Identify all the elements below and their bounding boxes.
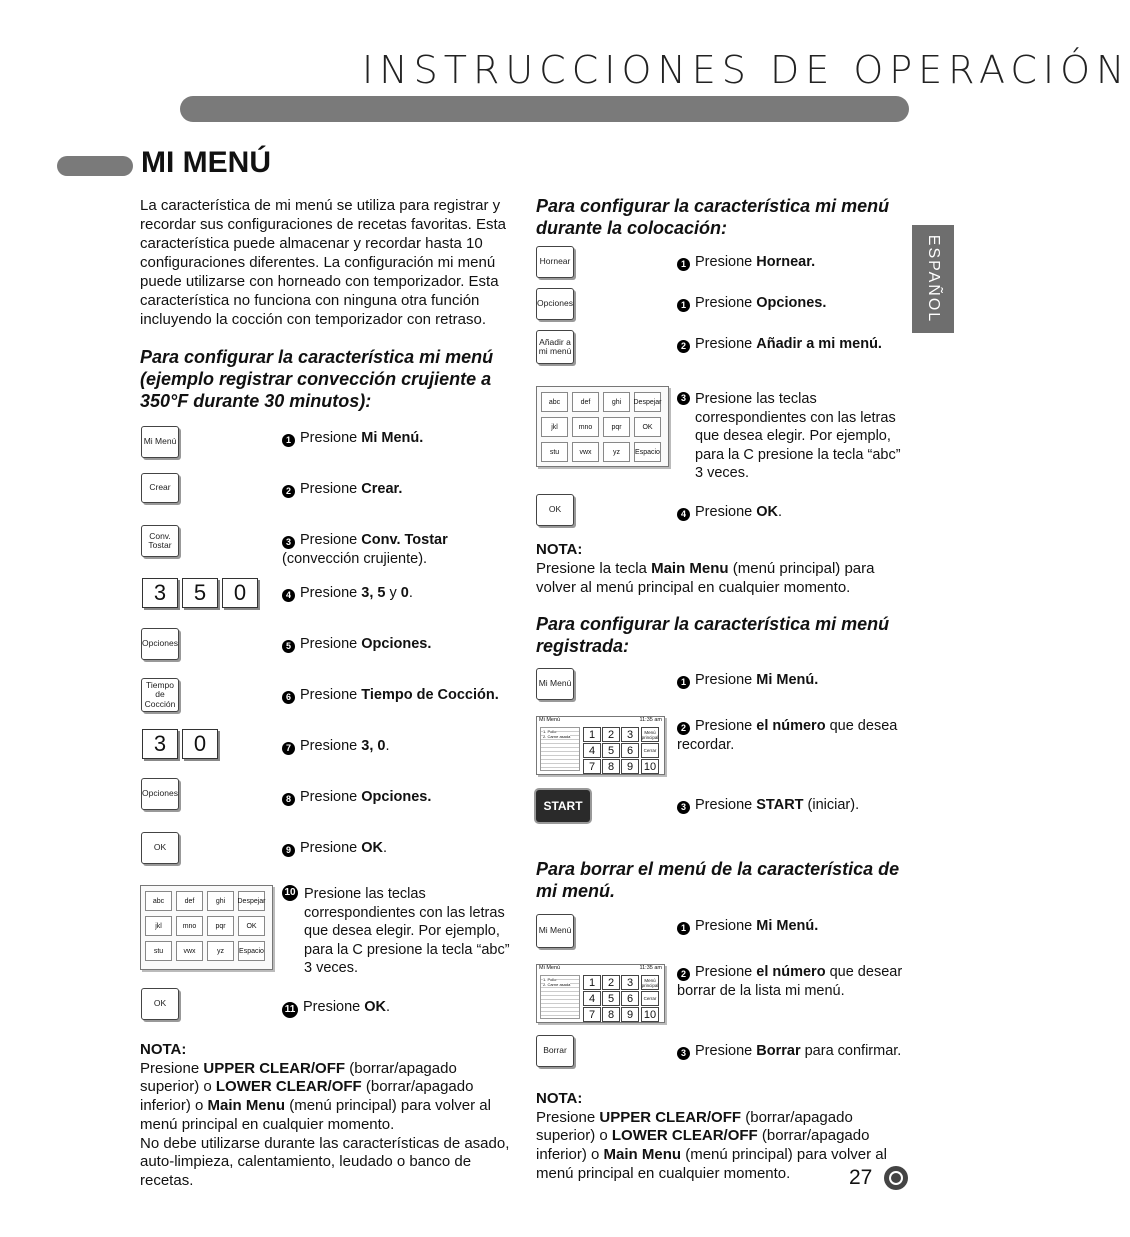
screen-list-item: 1. Pollo xyxy=(543,977,557,982)
screen-time: 11:35 am xyxy=(639,965,662,971)
screen-number-key[interactable]: 3 xyxy=(621,727,639,742)
left-step-1: 1 Presione Mi Menú. xyxy=(282,429,512,448)
screen-list-item: 2. Carne asada xyxy=(543,982,571,987)
mi-menu-screen[interactable] xyxy=(536,716,665,775)
language-tab-label: ESPAÑOL xyxy=(925,234,942,324)
screen-number-key[interactable]: 2 xyxy=(602,727,620,742)
right-c-step-3: 3 Presione Borrar para confirmar. xyxy=(677,1042,912,1061)
screen-number-key[interactable]: 1 xyxy=(583,727,601,742)
screen-close-key: Cerrar xyxy=(641,991,659,1006)
right-a-step-3: 2 Presione Añadir a mi menú. xyxy=(677,335,907,354)
keypad-key[interactable]: abc xyxy=(541,392,568,412)
right-b-step-2: 2 Presione el número que desea recordar. xyxy=(677,718,898,753)
right-c-step-1: 1 Presione Mi Menú. xyxy=(677,917,907,936)
keypad-key[interactable]: stu xyxy=(145,941,172,961)
screen-main-menu-key: Menú principal xyxy=(641,727,659,742)
mi-menu-key[interactable]: Mi Menú xyxy=(141,426,179,458)
crear-key[interactable]: Crear xyxy=(141,473,179,503)
right-a-step-2: 1 Presione Opciones. xyxy=(677,294,907,313)
digit-3b-key[interactable]: 3 xyxy=(142,729,178,759)
hornear-key[interactable]: Hornear xyxy=(536,246,574,278)
mi-menu-screen-2[interactable] xyxy=(536,964,665,1023)
keypad-key[interactable]: vwx xyxy=(176,941,203,961)
screen-list xyxy=(540,727,580,771)
screen-number-key[interactable]: 3 xyxy=(621,975,639,990)
keypad-key[interactable]: def xyxy=(572,392,599,412)
keypad-key[interactable]: jkl xyxy=(541,417,568,437)
digit-0b-key[interactable]: 0 xyxy=(182,729,218,759)
keypad-key[interactable]: ghi xyxy=(207,891,234,911)
screen-time: 11:35 am xyxy=(639,717,662,723)
page-number: 27 xyxy=(849,1166,873,1189)
letter-keypad-2 xyxy=(536,386,669,467)
letter-keypad xyxy=(140,885,273,970)
screen-close-key: Cerrar xyxy=(641,743,659,758)
digit-3-key[interactable]: 3 xyxy=(142,578,178,608)
right-c-step-2: 2 Presione el número que desear borrar de la lista mi menú. xyxy=(677,964,903,999)
screen-list-item: 2. Carne asada xyxy=(543,734,571,739)
ok-key[interactable]: OK xyxy=(141,832,179,864)
screen-number-key[interactable]: 9 xyxy=(621,1007,639,1022)
keypad-key[interactable]: pqr xyxy=(207,916,234,936)
screen-number-key[interactable]: 8 xyxy=(602,1007,620,1022)
screen-number-key[interactable]: 6 xyxy=(621,991,639,1006)
screen-number-key[interactable]: 4 xyxy=(583,743,601,758)
ok-key-3[interactable]: OK xyxy=(536,494,574,526)
left-step-6: 6 Presione Tiempo de Cocción. xyxy=(282,686,517,705)
keypad-key[interactable]: abc xyxy=(145,891,172,911)
lg-logo-icon xyxy=(884,1166,908,1190)
left-step-8: 8 Presione Opciones. xyxy=(282,788,512,807)
intro-paragraph: La característica de mi menú se utiliza para registrar y recordar sus configuraciones de recetas favoritas. Esta característica puede almacenar y recordar hasta 10 configuraciones diferentes. La configuración mi menú puede utilizarse con horneado con temporizador. Esta característica no funciona con ninguna otra función incluyendo la cocción con temporizador con retraso. xyxy=(140,197,507,328)
digit-5-key[interactable]: 5 xyxy=(182,578,218,608)
keypad-key[interactable]: Espacio xyxy=(238,941,265,961)
keypad-key[interactable]: stu xyxy=(541,442,568,462)
digit-0-key[interactable]: 0 xyxy=(222,578,258,608)
right-c-heading: Para borrar el menú de la característica de mi menú. xyxy=(536,859,900,901)
keypad-key[interactable]: OK xyxy=(238,916,265,936)
left-step-7: 7 Presione 3, 0. xyxy=(282,737,512,756)
conv-tostar-key[interactable]: Conv. Tostar xyxy=(141,525,179,557)
screen-number-key[interactable]: 7 xyxy=(583,759,601,774)
right-a-step-5: 4 Presione OK. xyxy=(677,503,907,522)
start-button[interactable]: START xyxy=(536,790,590,822)
left-note: NOTA: Presione UPPER CLEAR/OFF (borrar/apagado superior) o LOWER CLEAR/OFF (borrar/apagado inferior) o Main Menu (menú principal) para volver al menú principal en cualquier momento. No debe utilizarse durante las características de asado, auto-limpieza, calentamiento, leudado o banco de recetas. xyxy=(140,1041,510,1189)
right-c-note: NOTA: Presione UPPER CLEAR/OFF (borrar/apagado superior) o LOWER CLEAR/OFF (borrar/apagado inferior) o Main Menu (menú principal) para volver al menú principal en cualquier momento. xyxy=(536,1090,887,1182)
keypad-key[interactable]: yz xyxy=(207,941,234,961)
keypad-key[interactable]: OK xyxy=(634,417,661,437)
screen-number-key[interactable]: 5 xyxy=(602,743,620,758)
opciones-key-3[interactable]: Opciones xyxy=(536,288,574,320)
keypad-key[interactable]: jkl xyxy=(145,916,172,936)
header-bar xyxy=(180,96,909,122)
keypad-key[interactable]: Despejar xyxy=(238,891,265,911)
screen-number-key[interactable]: 2 xyxy=(602,975,620,990)
keypad-key[interactable]: mno xyxy=(176,916,203,936)
right-a-step-1: 1 Presione Hornear. xyxy=(677,253,907,272)
screen-number-key[interactable]: 7 xyxy=(583,1007,601,1022)
screen-number-key[interactable]: 6 xyxy=(621,743,639,758)
left-step-2: 2 Presione Crear. xyxy=(282,480,512,499)
anadir-mi-menu-key[interactable]: Añadir a mi menú xyxy=(536,330,574,364)
left-step-9: 9 Presione OK. xyxy=(282,839,512,858)
right-b-step-3: 3 Presione START (iniciar). xyxy=(677,796,907,815)
screen-number-key[interactable]: 1 xyxy=(583,975,601,990)
keypad-key[interactable]: mno xyxy=(572,417,599,437)
left-step-3: 3 Presione Conv. Tostar (convección crujiente). xyxy=(282,532,448,567)
tiempo-coccion-key[interactable]: Tiempo de Cocción xyxy=(141,678,179,712)
keypad-key[interactable]: Espacio xyxy=(634,442,661,462)
right-b-heading: Para configurar la característica mi menú registrada: xyxy=(536,614,890,656)
right-a-step-4: 3 Presione las teclas correspondientes con las letras que desea elegir. Por ejemplo, para la C presione la tecla “abc” 3 veces. xyxy=(677,390,909,483)
mi-menu-key-3[interactable]: Mi Menú xyxy=(536,914,574,948)
left-step-5: 5 Presione Opciones. xyxy=(282,635,512,654)
right-b-step-1: 1 Presione Mi Menú. xyxy=(677,671,907,690)
screen-list-item: 1. Pollo xyxy=(543,729,557,734)
section-title: MI MENÚ xyxy=(141,146,271,179)
keypad-key[interactable]: vwx xyxy=(572,442,599,462)
opciones-key-2[interactable]: Opciones xyxy=(141,778,179,810)
left-step-11: 11 Presione OK. xyxy=(282,998,512,1018)
left-heading: Para configurar la característica mi menú (ejemplo registrar convección crujiente a 350°F durante 30 minutos): xyxy=(140,347,494,411)
screen-title: Mi Menú xyxy=(539,965,561,971)
keypad-key[interactable]: def xyxy=(176,891,203,911)
screen-number-key[interactable]: 4 xyxy=(583,991,601,1006)
opciones-key[interactable]: Opciones xyxy=(141,628,179,660)
left-step-10: 10 Presione las teclas correspondientes con las letras que desea elegir. Por ejemplo, para la C presione la tecla “abc” 3 veces. xyxy=(282,885,512,978)
keypad-key[interactable]: ghi xyxy=(603,392,630,412)
screen-number-key[interactable]: 9 xyxy=(621,759,639,774)
keypad-key[interactable]: yz xyxy=(603,442,630,462)
keypad-key[interactable]: pqr xyxy=(603,417,630,437)
borrar-key[interactable]: Borrar xyxy=(536,1035,574,1067)
section-marker xyxy=(57,156,133,176)
screen-number-key[interactable]: 8 xyxy=(602,759,620,774)
keypad-key[interactable]: Despejar xyxy=(634,392,661,412)
screen-title: Mi Menú xyxy=(539,717,561,723)
mi-menu-key-2[interactable]: Mi Menú xyxy=(536,668,574,700)
screen-main-menu-key: Menú principal xyxy=(641,975,659,990)
right-a-heading: Para configurar la característica mi menú durante la colocación: xyxy=(536,196,890,238)
screen-number-key[interactable]: 10 xyxy=(641,1007,659,1022)
screen-list xyxy=(540,975,580,1019)
right-a-note: NOTA: Presione la tecla Main Menu (menú principal) para volver al menú principal en cualquier momento. xyxy=(536,541,875,596)
language-tab xyxy=(912,225,954,333)
left-step-4: 4 Presione 3, 5 y 0. xyxy=(282,584,512,603)
page-title: INSTRUCCIONES DE OPERACIÓN xyxy=(362,48,1130,92)
ok-key-2[interactable]: OK xyxy=(141,988,179,1020)
screen-number-key[interactable]: 5 xyxy=(602,991,620,1006)
screen-number-key[interactable]: 10 xyxy=(641,759,659,774)
